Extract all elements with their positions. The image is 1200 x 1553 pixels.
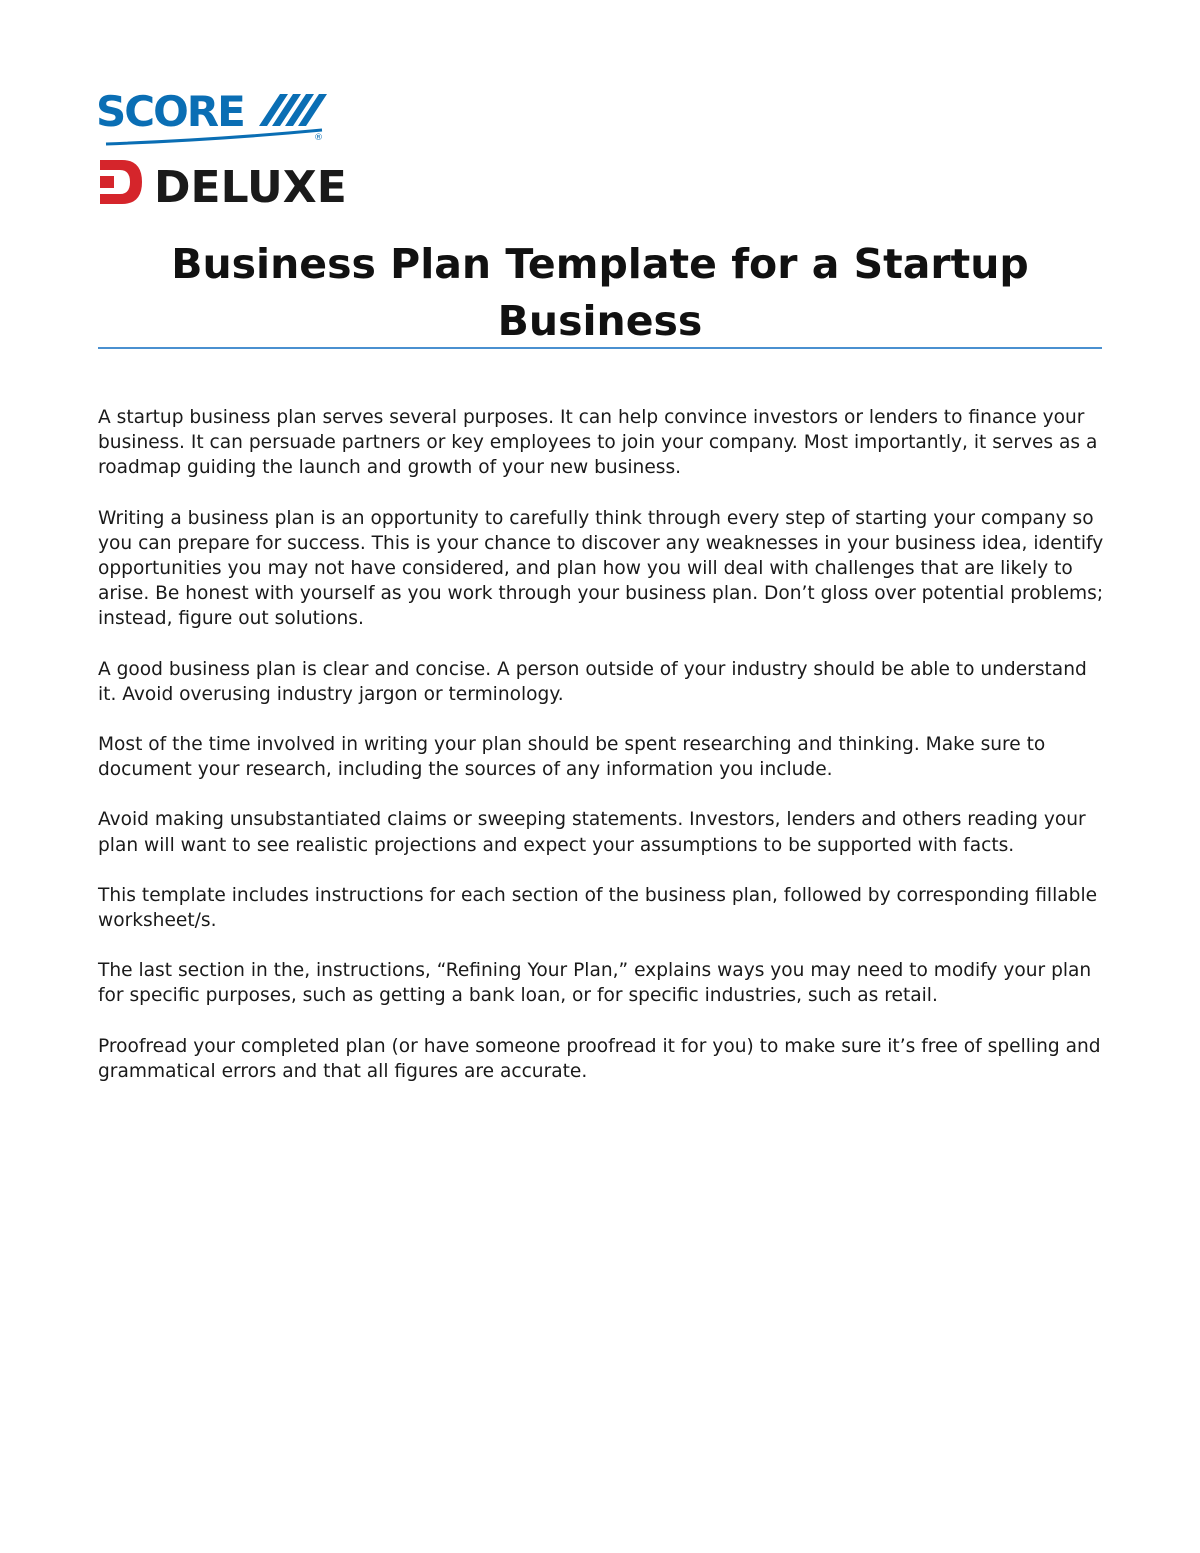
deluxe-logo	[96, 154, 372, 210]
paragraph: This template includes instructions for each section of the business plan, followed by corresponding fillable worksheet/s.	[98, 884, 1098, 932]
paragraph: A startup business plan serves several purposes. It can help convince investors or lenders to finance your business. It can persuade partners or key employees to join your company. Most importantly, it serves as a roadmap guiding the launch and growth of your new business.	[98, 407, 1098, 479]
paragraph: Proofread your completed plan (or have someone proofread it for you) to make sure it’s free of spelling and grammatical errors and that all figures are accurate.	[98, 1035, 1101, 1082]
deluxe-logo-text: DELUXE	[154, 162, 347, 210]
score-stripes-icon	[259, 94, 327, 126]
score-logo	[96, 86, 336, 148]
paragraph: A good business plan is clear and concise. A person outside of your industry should be able to understand it. Avoid overusing industry jargon or terminology.	[98, 658, 1087, 705]
score-registered-mark: ®	[314, 133, 323, 143]
paragraph: Avoid making unsubstantiated claims or sweeping statements. Investors, lenders and others reading your plan will want to see realistic projections and expect your assumptions to be supported with facts.	[98, 809, 1086, 856]
paragraph: Most of the time involved in writing your plan should be spent researching and thinking. Make sure to document your research, including the sources of any information you include.	[98, 734, 1046, 781]
deluxe-d-icon	[100, 160, 142, 204]
title-divider	[98, 347, 1102, 349]
paragraph: The last section in the, instructions, “Refining Your Plan,” explains ways you may need to modify your plan for specific purposes, such as getting a bank loan, or for specific industries, such as retail.	[98, 960, 1092, 1007]
logo-block	[96, 86, 386, 210]
document-title: Business Plan Template for a Startup Business	[171, 240, 1029, 345]
score-logo-text: SCORE	[96, 87, 244, 136]
document-body	[98, 405, 1108, 1109]
paragraph: Writing a business plan is an opportunity to carefully think through every step of starting your company so you can prepare for success. This is your chance to discover any weaknesses in your business idea, identify opportunities you may not have considered, and plan how you will deal with challenges that are likely to arise. Be honest with yourself as you work through your business plan. Don’t gloss over potential problems; instead, figure out solutions.	[98, 507, 1104, 630]
